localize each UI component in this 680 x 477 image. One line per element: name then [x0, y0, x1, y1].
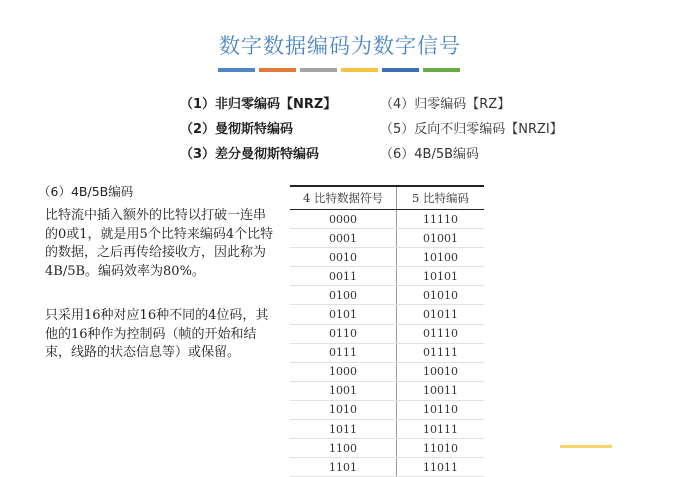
- description-paragraph: 只采用16种对应16种不同的4位码，其他的16种作为控制码（帧的开始和结束，线路的状态信息等）或保留。: [45, 308, 269, 360]
- table-row: [290, 229, 484, 248]
- table-row: [290, 343, 484, 362]
- data-symbol-cell: 0110: [290, 324, 397, 343]
- table-row: [290, 458, 484, 477]
- code-cell: 01110: [397, 324, 485, 343]
- code-cell: 10111: [397, 420, 485, 439]
- table-row: [290, 439, 484, 458]
- encoding-item: （6）4B/5B编码: [380, 147, 480, 162]
- corner-accent: [560, 445, 612, 448]
- table-row: [290, 267, 484, 286]
- color-segment: [300, 68, 337, 72]
- table-row: [290, 248, 484, 267]
- code-cell: 11011: [397, 458, 485, 477]
- encoding-item: （3）差分曼彻斯特编码: [180, 147, 320, 162]
- code-cell: 01011: [397, 305, 485, 324]
- code-table-container: [290, 185, 484, 474]
- table-row: [290, 362, 484, 381]
- encoding-item: （5）反向不归零编码【NRZI】: [380, 122, 563, 137]
- table-row: [290, 286, 484, 305]
- data-symbol-cell: 1001: [290, 381, 397, 400]
- column-header: 4 比特数据符号: [290, 186, 397, 210]
- column-header: 5 比特编码: [397, 186, 485, 210]
- code-cell: 11010: [397, 439, 485, 458]
- table-row: [290, 305, 484, 324]
- code-cell: 10100: [397, 248, 485, 267]
- data-symbol-cell: 1011: [290, 420, 397, 439]
- encoding-item: （1）非归零编码【NRZ】: [180, 97, 337, 112]
- code-cell: 10101: [397, 267, 485, 286]
- table-row: [290, 420, 484, 439]
- table-header-row: [290, 186, 484, 210]
- code-cell: 10011: [397, 381, 485, 400]
- slide-title: 数字数据编码为数字信号: [219, 34, 461, 58]
- data-symbol-cell: 0000: [290, 210, 397, 229]
- code-cell: 01001: [397, 229, 485, 248]
- encoding-list-left: [180, 92, 336, 167]
- data-symbol-cell: 0011: [290, 267, 397, 286]
- encoding-item: （2）曼彻斯特编码: [180, 122, 294, 137]
- code-cell: 01111: [397, 343, 485, 362]
- table-row: [290, 210, 484, 229]
- data-symbol-cell: 0010: [290, 248, 397, 267]
- color-segment: [259, 68, 296, 72]
- data-symbol-cell: 0101: [290, 305, 397, 324]
- table-row: [290, 381, 484, 400]
- color-segment: [382, 68, 419, 72]
- encoding-list-right: [380, 92, 563, 167]
- data-symbol-cell: 1010: [290, 400, 397, 419]
- description-paragraph: 比特流中插入额外的比特以打破一连串的0或1，就是用5个比特来编码4个比特的数据，之后再传给接收方，因此称为4B/5B。编码效率为80%。: [45, 208, 274, 279]
- section-heading: （6）4B/5B编码: [38, 184, 134, 199]
- data-symbol-cell: 0100: [290, 286, 397, 305]
- encoding-item: （4）归零编码【RZ】: [380, 97, 511, 112]
- data-symbol-cell: 0001: [290, 229, 397, 248]
- data-symbol-cell: 0111: [290, 343, 397, 362]
- table-row: [290, 400, 484, 419]
- color-segment: [423, 68, 460, 72]
- data-symbol-cell: 1000: [290, 362, 397, 381]
- table-row: [290, 324, 484, 343]
- data-symbol-cell: 1101: [290, 458, 397, 477]
- data-symbol-cell: 1100: [290, 439, 397, 458]
- title-color-bar: [218, 68, 460, 72]
- code-cell: 10010: [397, 362, 485, 381]
- code-cell: 11110: [397, 210, 485, 229]
- color-segment: [341, 68, 378, 72]
- code-table: [290, 185, 484, 477]
- color-segment: [218, 68, 255, 72]
- code-cell: 01010: [397, 286, 485, 305]
- code-cell: 10110: [397, 400, 485, 419]
